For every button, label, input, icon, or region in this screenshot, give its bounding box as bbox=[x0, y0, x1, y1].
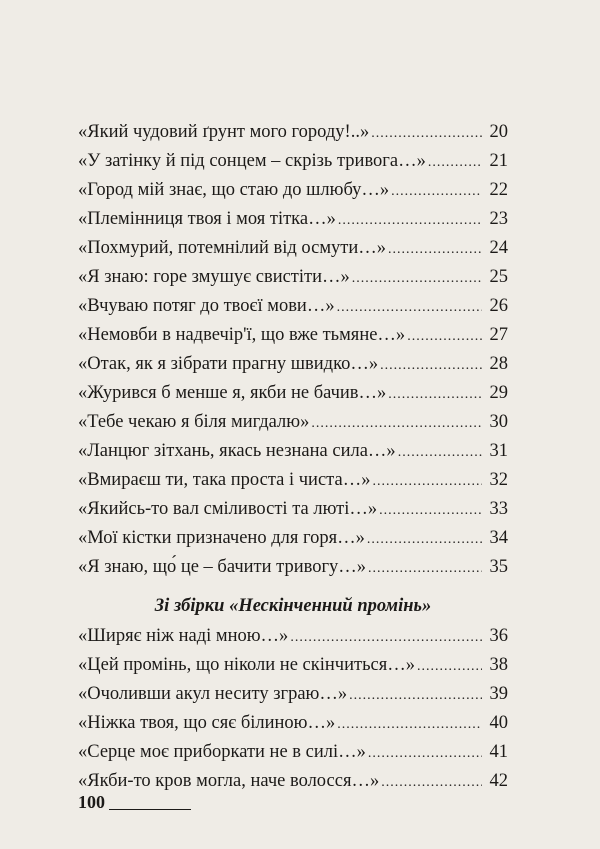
dot-leader bbox=[428, 148, 482, 177]
toc-entry-page: 28 bbox=[489, 354, 508, 374]
toc-entry-page: 31 bbox=[489, 441, 508, 461]
dot-leader bbox=[338, 206, 482, 235]
dot-leader bbox=[379, 496, 482, 525]
toc-entry bbox=[78, 437, 508, 466]
toc-entry-page: 24 bbox=[489, 238, 508, 258]
table-of-contents-part-2 bbox=[78, 622, 508, 796]
dot-leader bbox=[311, 409, 482, 438]
toc-entry bbox=[78, 651, 508, 680]
toc-entry bbox=[78, 524, 508, 553]
toc-entry-page: 23 bbox=[489, 209, 508, 229]
toc-entry-page: 22 bbox=[489, 180, 508, 200]
dot-leader bbox=[349, 681, 482, 710]
dot-leader bbox=[388, 235, 482, 264]
toc-entry-title: «Який чудовий ґрунт мого городу!..» bbox=[78, 122, 370, 142]
toc-entry-title: «У затінку й під сонцем – скрізь тривога…» bbox=[78, 151, 426, 171]
toc-entry-page: 39 bbox=[489, 684, 508, 704]
dot-leader bbox=[352, 264, 482, 293]
toc-entry-page: 34 bbox=[489, 528, 508, 548]
dot-leader bbox=[367, 525, 482, 554]
toc-entry bbox=[78, 553, 508, 582]
footer-rule bbox=[109, 809, 191, 810]
toc-entry-title: «Вмираєш ти, така проста і чиста…» bbox=[78, 470, 371, 490]
toc-entry-page: 40 bbox=[489, 713, 508, 733]
toc-entry-page: 29 bbox=[489, 383, 508, 403]
toc-entry bbox=[78, 495, 508, 524]
dot-leader bbox=[380, 351, 482, 380]
toc-entry-page: 25 bbox=[489, 267, 508, 287]
toc-entry-title: «Якби-то кров могла, наче волосся…» bbox=[78, 771, 380, 791]
dot-leader bbox=[407, 322, 482, 351]
dot-leader bbox=[372, 467, 482, 496]
toc-entry bbox=[78, 466, 508, 495]
toc-entry bbox=[78, 350, 508, 379]
toc-entry bbox=[78, 234, 508, 263]
toc-entry-title: «Ширяє ніж наді мною…» bbox=[78, 626, 289, 646]
toc-entry-page: 27 bbox=[489, 325, 508, 345]
dot-leader bbox=[388, 380, 482, 409]
toc-entry bbox=[78, 176, 508, 205]
toc-entry bbox=[78, 292, 508, 321]
toc-entry bbox=[78, 205, 508, 234]
toc-entry-title: «Племінниця твоя і моя тітка…» bbox=[78, 209, 336, 229]
toc-entry bbox=[78, 379, 508, 408]
toc-entry-title: «Очоливши акул неситу зграю…» bbox=[78, 684, 348, 704]
toc-entry-page: 35 bbox=[489, 557, 508, 577]
dot-leader bbox=[381, 768, 482, 797]
toc-entry bbox=[78, 263, 508, 292]
toc-entry-title: «Похмурий, потемнілий від осмути…» bbox=[78, 238, 387, 258]
table-of-contents-part-1 bbox=[78, 118, 508, 582]
toc-entry bbox=[78, 408, 508, 437]
toc-entry-page: 30 bbox=[489, 412, 508, 432]
toc-entry-title: «Я знаю, що́ це – бачити тривогу…» bbox=[78, 557, 367, 577]
toc-entry-title: «Отак, як я зібрати прагну швидко…» bbox=[78, 354, 379, 374]
toc-entry-title: «Тебе чекаю я біля мигдалю» bbox=[78, 412, 310, 432]
toc-entry-title: «Город мій знає, що стаю до шлюбу…» bbox=[78, 180, 390, 200]
toc-entry-page: 32 bbox=[489, 470, 508, 490]
toc-entry-page: 36 bbox=[489, 626, 508, 646]
toc-entry-title: «Ніжка твоя, що сяє білиною…» bbox=[78, 713, 336, 733]
toc-entry-title: «Вчуваю потяг до твоєї мови…» bbox=[78, 296, 335, 316]
toc-entry-title: «Журився б менше я, якби не бачив…» bbox=[78, 383, 387, 403]
toc-entry-title: «Серце моє приборкати не в силі…» bbox=[78, 742, 366, 762]
toc-entry bbox=[78, 118, 508, 147]
toc-entry bbox=[78, 622, 508, 651]
toc-entry bbox=[78, 709, 508, 738]
toc-entry-title: «Ланцюг зітхань, якась незнана сила…» bbox=[78, 441, 396, 461]
toc-entry-title: «Якийсь-то вал сміливості та люті…» bbox=[78, 499, 378, 519]
toc-entry-title: «Я знаю: горе змушує свистіти…» bbox=[78, 267, 350, 287]
dot-leader bbox=[371, 119, 482, 148]
dot-leader bbox=[417, 652, 482, 681]
dot-leader bbox=[290, 623, 482, 652]
toc-entry bbox=[78, 321, 508, 350]
toc-entry-page: 20 bbox=[489, 122, 508, 142]
dot-leader bbox=[368, 739, 482, 768]
dot-leader bbox=[368, 554, 482, 583]
toc-entry-title: «Мої кістки призначено для горя…» bbox=[78, 528, 365, 548]
section-heading: Зі збірки «Нескінченний промінь» bbox=[154, 596, 432, 616]
toc-entry bbox=[78, 680, 508, 709]
toc-entry-title: «Немовби в надвечір'ї, що вже тьмяне…» bbox=[78, 325, 406, 345]
toc-entry-page: 33 bbox=[489, 499, 508, 519]
dot-leader bbox=[391, 177, 482, 206]
toc-entry-title: «Цей промінь, що ніколи не скінчиться…» bbox=[78, 655, 415, 675]
toc-entry bbox=[78, 147, 508, 176]
toc-entry-page: 41 bbox=[489, 742, 508, 762]
toc-entry-page: 21 bbox=[489, 151, 508, 171]
dot-leader bbox=[337, 293, 482, 322]
toc-entry-page: 42 bbox=[489, 771, 508, 791]
dot-leader bbox=[337, 710, 482, 739]
page-number: 100 bbox=[78, 792, 105, 812]
page-footer bbox=[78, 792, 191, 812]
toc-entry-page: 38 bbox=[489, 655, 508, 675]
toc-entry bbox=[78, 738, 508, 767]
dot-leader bbox=[398, 438, 482, 467]
toc-entry-page: 26 bbox=[489, 296, 508, 316]
